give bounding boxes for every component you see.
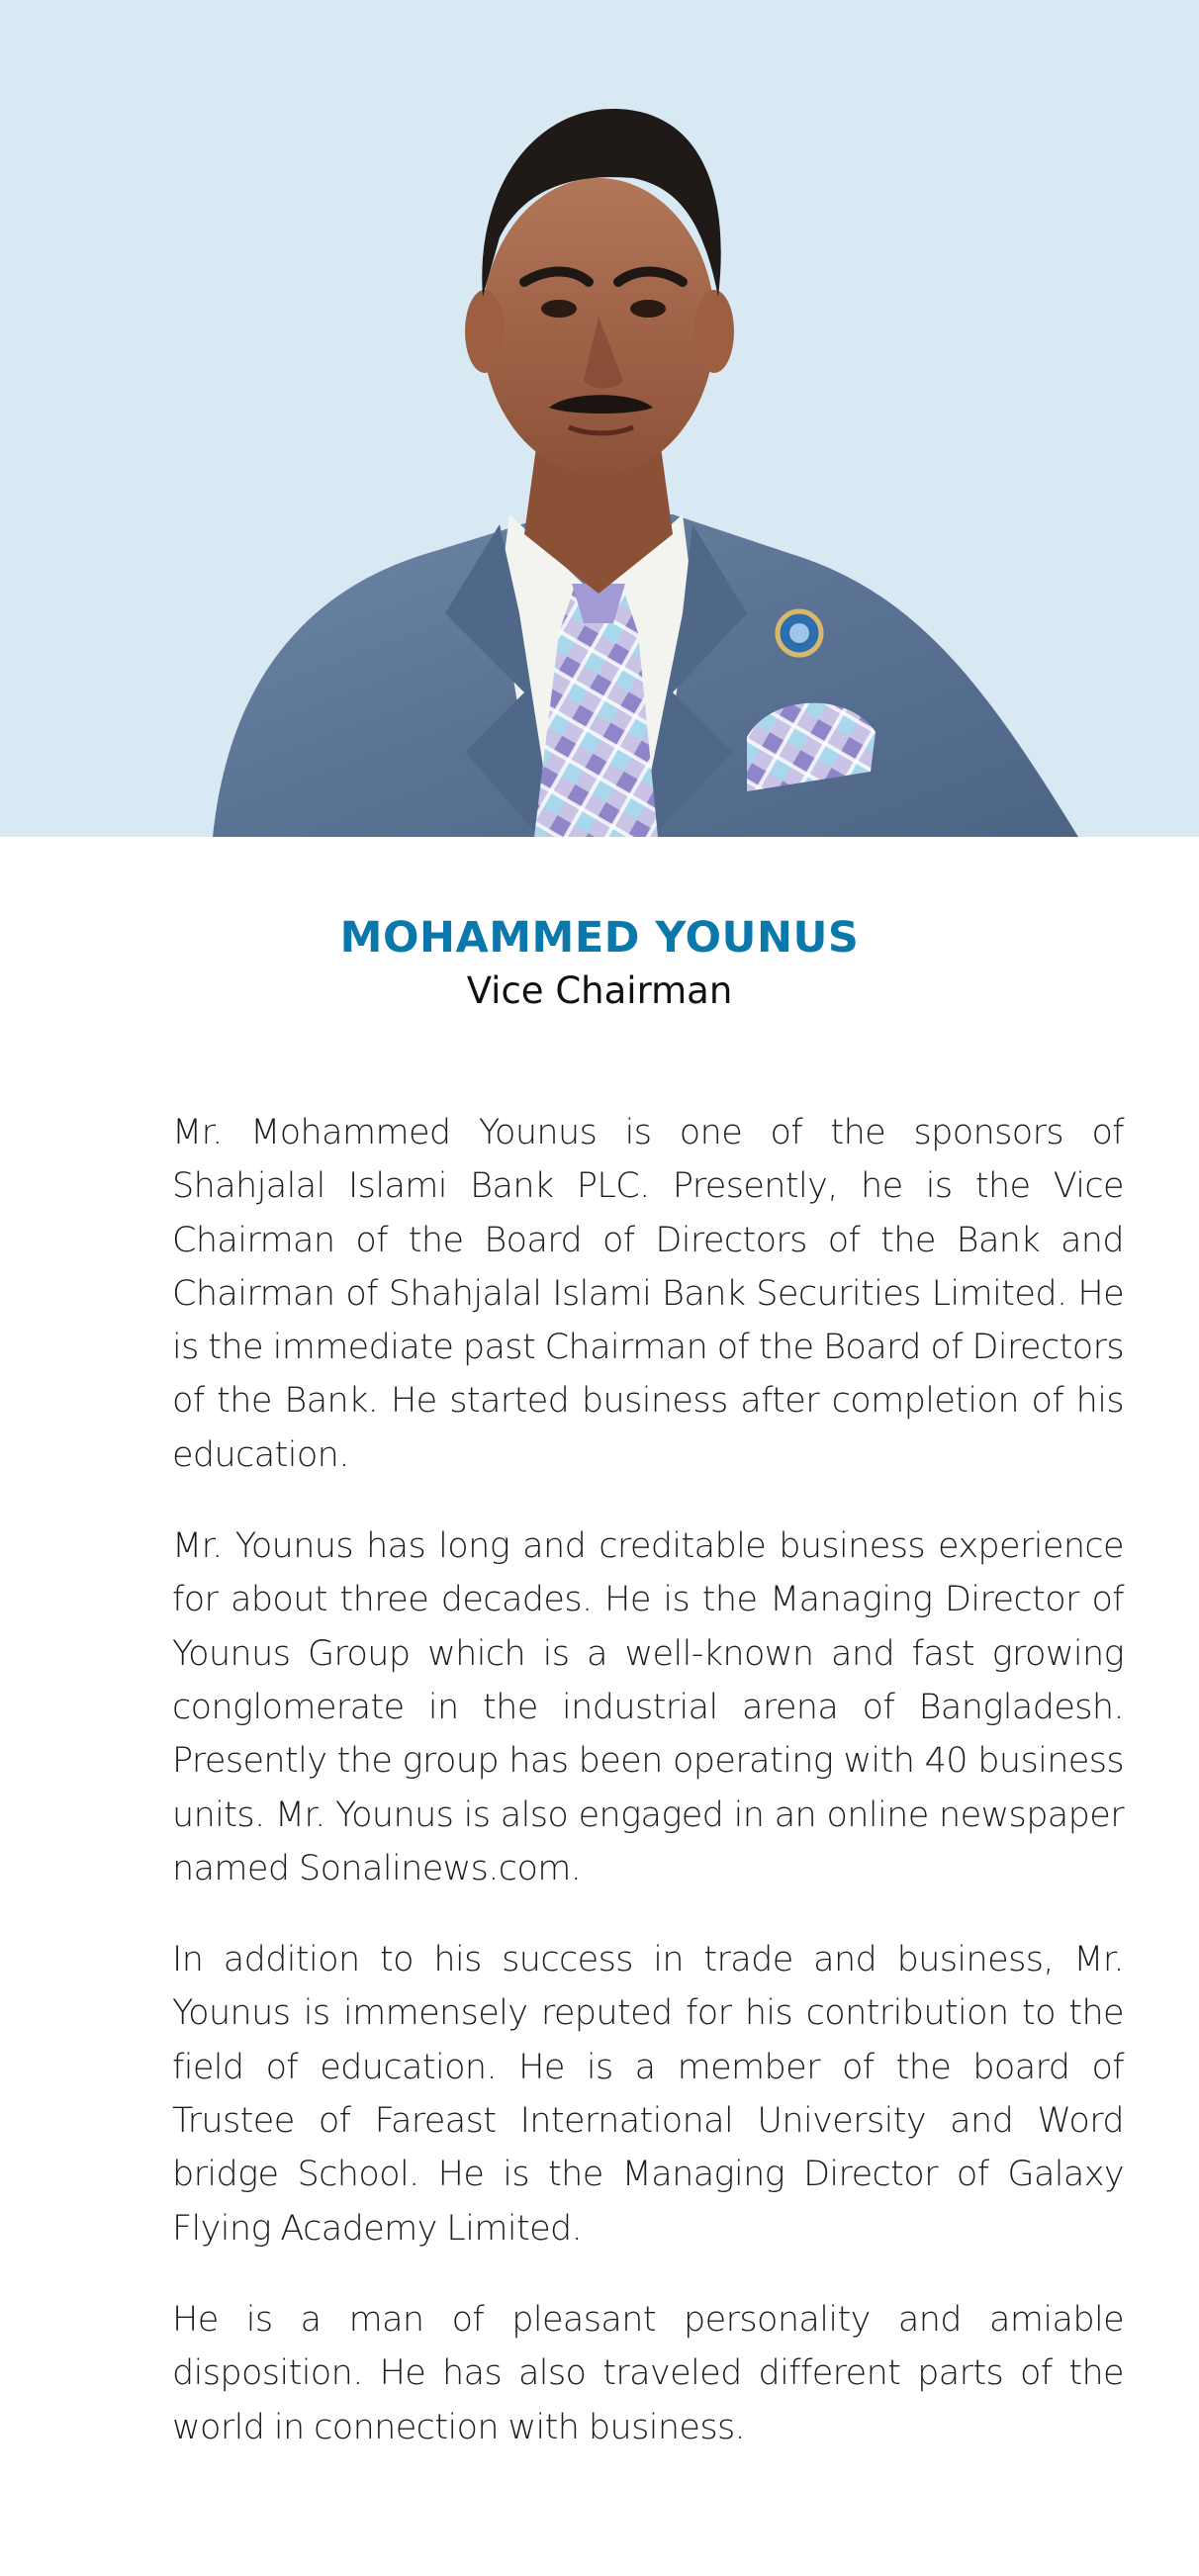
bio-paragraph: He is a man of pleasant personality and amiable disposition. He has also traveled different parts of the world in connection with business. bbox=[172, 2299, 1124, 2447]
portrait-photo bbox=[0, 0, 1199, 837]
bio-paragraph: Mr. Mohammed Younus is one of the sponsors of Shahjalal Islami Bank PLC. Presently, he is the Vice Chairman of the Board of Directors of the Bank and Chairman of Shahjalal Islami Bank Securities Limited. He is the immediate past Chairman of the Board of Directors of the Bank. He started business after completion of his education. bbox=[172, 1113, 1124, 1475]
portrait-banner bbox=[0, 0, 1199, 837]
person-name: MOHAMMED YOUNUS bbox=[339, 913, 860, 963]
name-block bbox=[0, 910, 1199, 1017]
bio-paragraph: Mr. Younus has long and creditable business experience for about three decades. He is the Managing Director of Younus Group which is a well-known and fast growing conglomerate in the industrial arena of Bangladesh. Presently the group has been operating with 40 business units. Mr. Younus is also engaged in an online newspaper named Sonalinews.com. bbox=[172, 1526, 1124, 1888]
bio-paragraph: In addition to his success in trade and business, Mr. Younus is immensely reputed for his contribution to the field of education. He is a member of the board of Trustee of Fareast International University and Word bridge School. He is the Managing Director of Galaxy Flying Academy Limited. bbox=[172, 1940, 1124, 2249]
person-title: Vice Chairman bbox=[466, 969, 733, 1012]
biography bbox=[172, 1106, 1124, 2492]
